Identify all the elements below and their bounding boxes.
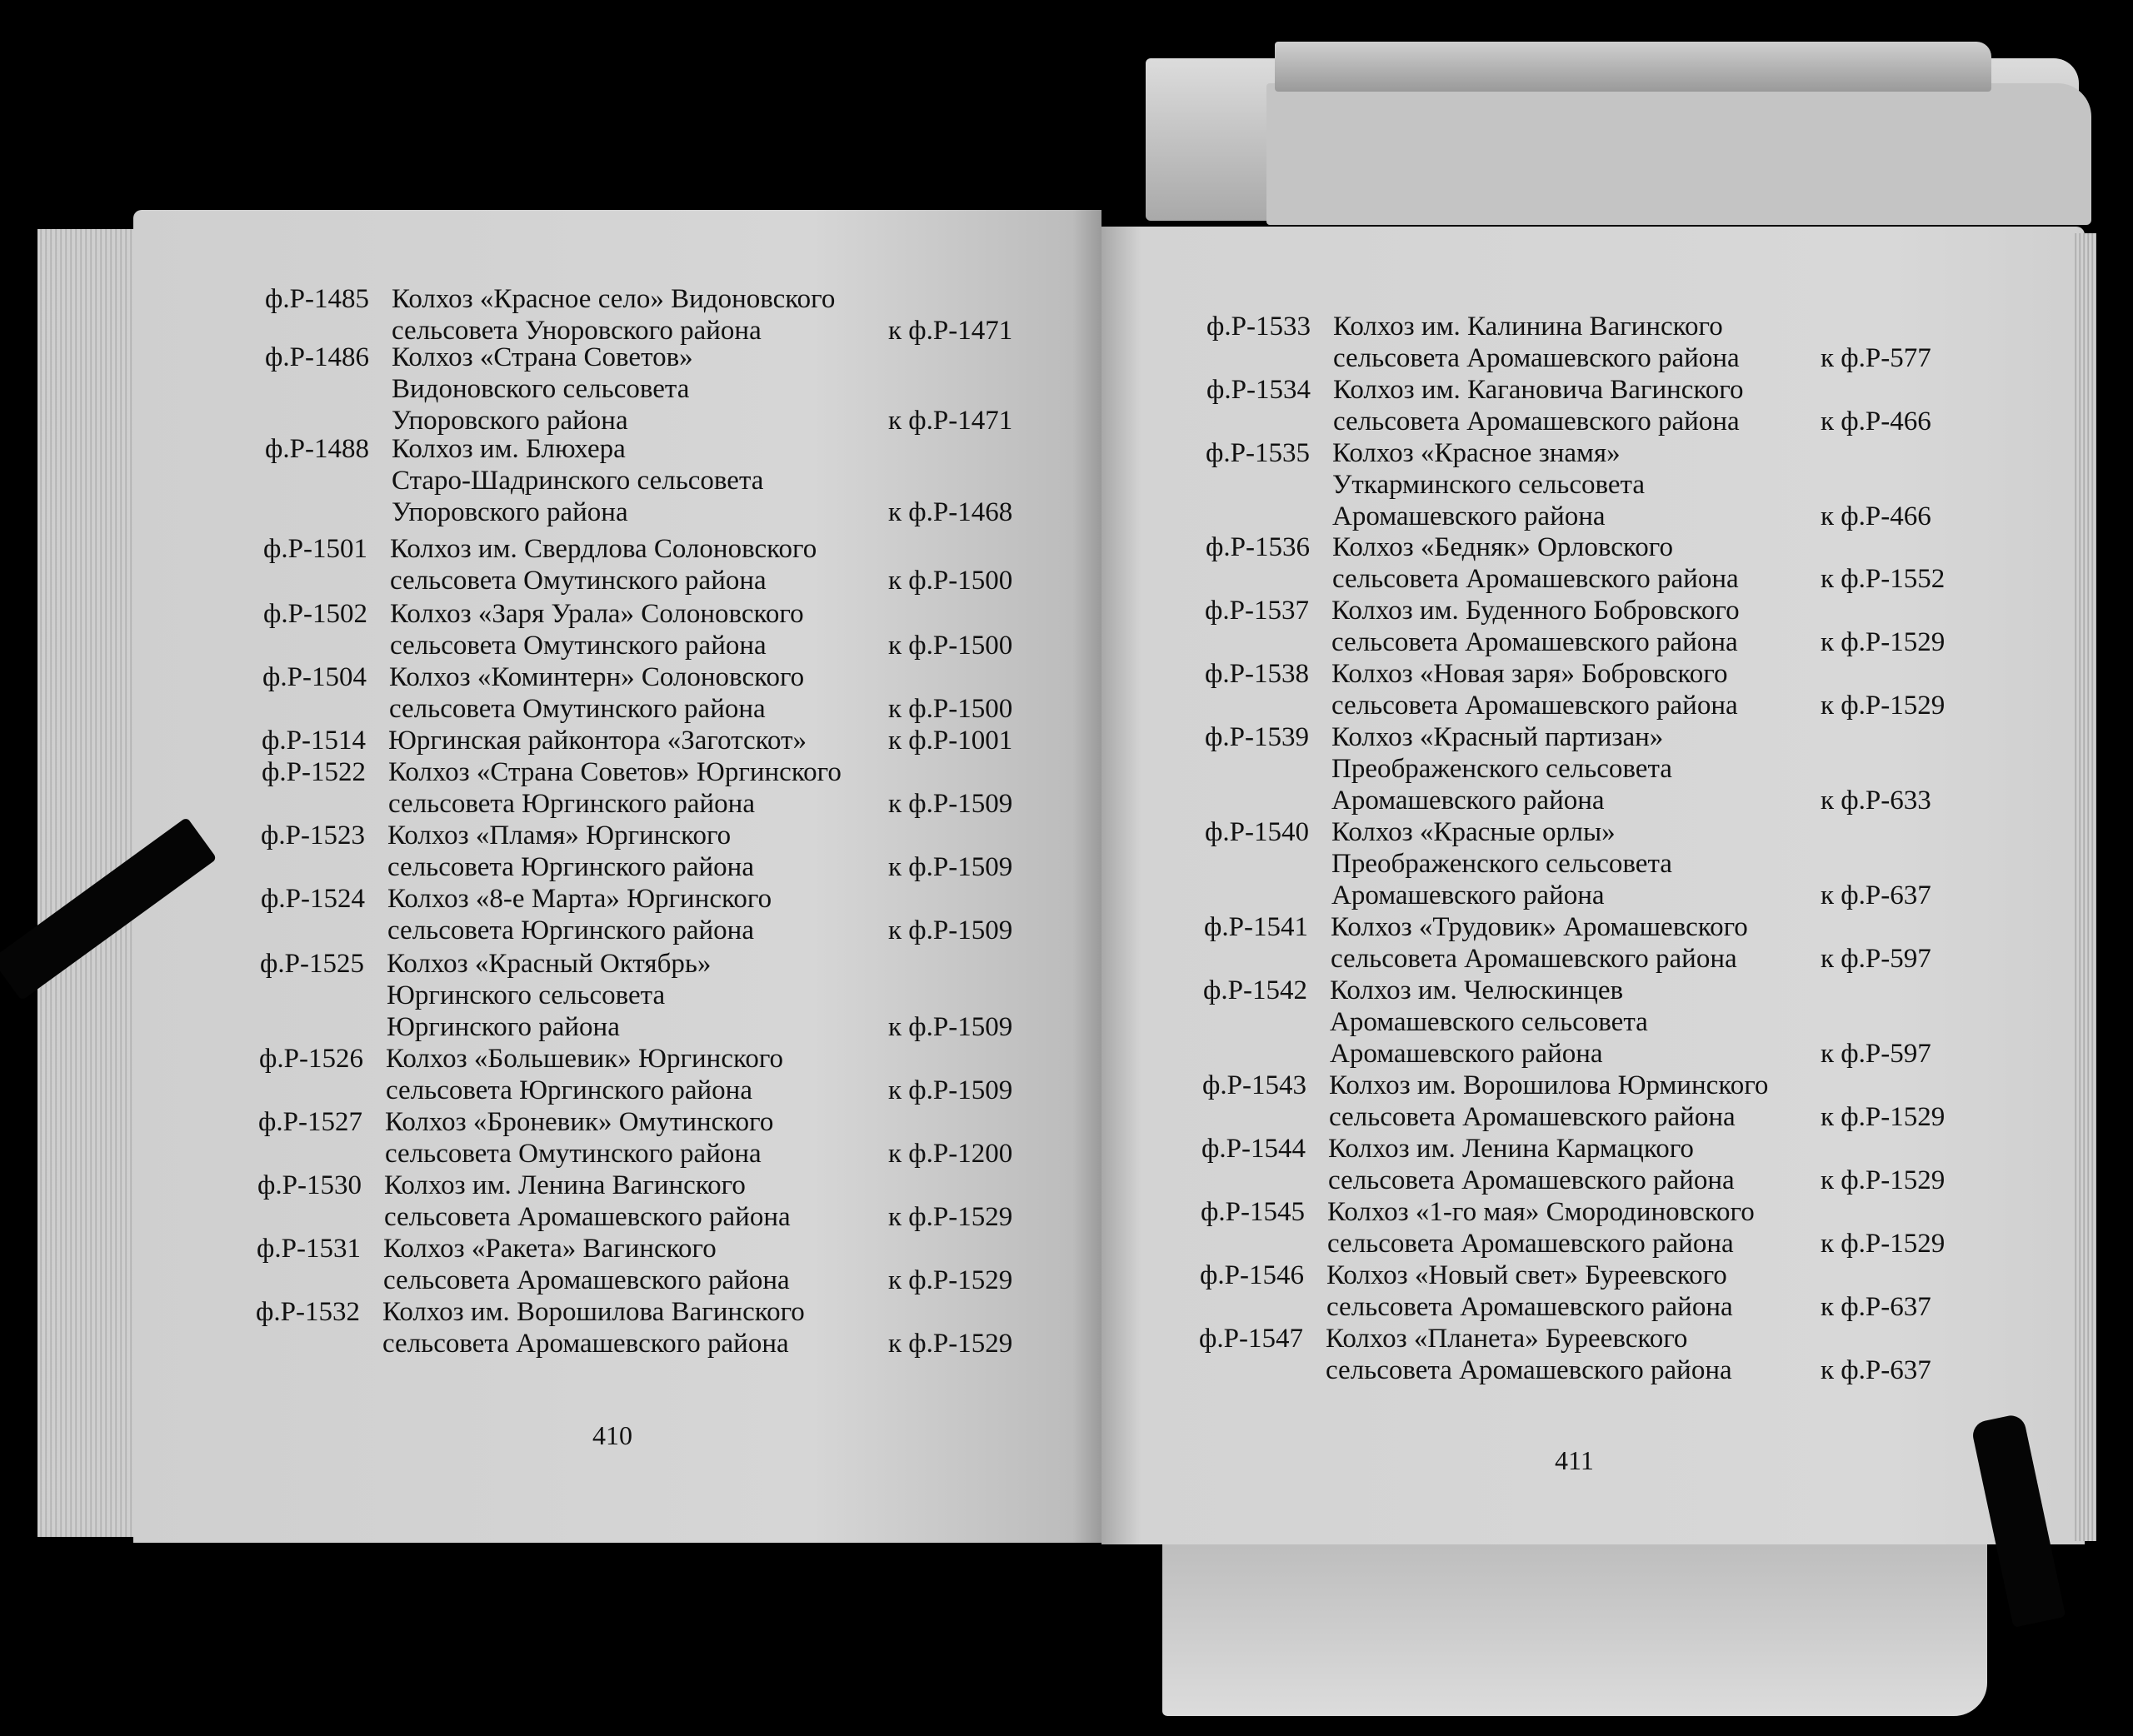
fond-description	[1328, 1133, 1735, 1196]
fond-description	[390, 598, 804, 661]
description-line: Аромашевского района	[1331, 786, 1605, 816]
fond-reference: к ф.Р-1552	[1821, 564, 1946, 594]
description-line: Колхоз им. Буденного Бобровского	[1331, 596, 1740, 626]
fond-description	[1331, 658, 1738, 721]
fond-number: ф.Р-1525	[260, 949, 364, 979]
description-line: Аромашевского сельсовета	[1330, 1007, 1648, 1037]
description-line: Колхоз им. Кагановича Вагинского	[1333, 375, 1744, 405]
fond-reference: к ф.Р-1529	[1821, 1102, 1946, 1132]
fond-description	[392, 433, 763, 528]
description-line: Преображенского сельсовета	[1331, 754, 1672, 784]
description-line: сельсовета Аромашевского района	[1331, 944, 1737, 974]
fond-description	[1330, 975, 1648, 1070]
fond-reference: к ф.Р-1001	[888, 726, 1013, 756]
fond-reference: к ф.Р-633	[1821, 786, 1931, 816]
fond-reference: к ф.Р-1471	[888, 316, 1013, 346]
fond-reference: к ф.Р-1529	[888, 1265, 1013, 1295]
fond-description	[392, 342, 693, 436]
fond-number: ф.Р-1532	[256, 1297, 360, 1327]
description-line: Колхоз «Трудовик» Аромашевского	[1331, 912, 1748, 942]
fond-number: ф.Р-1531	[257, 1234, 361, 1264]
description-line: Колхоз им. Ленина Вагинского	[384, 1170, 746, 1200]
fond-reference: к ф.Р-637	[1821, 1355, 1931, 1385]
description-line: Старо-Шадринского сельсовета	[392, 466, 764, 496]
fond-reference: к ф.Р-1529	[1821, 627, 1946, 657]
description-line: сельсовета Аромашевского района	[1326, 1292, 1733, 1322]
description-line: Колхоз «Бедняк» Орловского	[1332, 532, 1673, 562]
description-line: сельсовета Уноровского района	[392, 316, 762, 346]
description-line: сельсовета Аромашевского района	[1333, 343, 1740, 373]
fond-description	[1326, 1323, 1732, 1386]
fond-number: ф.Р-1543	[1202, 1070, 1306, 1100]
fond-reference: к ф.Р-1529	[1821, 1229, 1946, 1259]
description-line: Уткарминского сельсовета	[1332, 470, 1646, 500]
fond-number: ф.Р-1530	[257, 1170, 362, 1200]
fond-reference: к ф.Р-1509	[888, 852, 1013, 882]
description-line: Колхоз «Заря Урала» Солоновского	[390, 599, 804, 629]
fond-reference: к ф.Р-597	[1821, 944, 1931, 974]
fond-number: ф.Р-1544	[1201, 1134, 1306, 1164]
description-line: Колхоз им. Калинина Вагинского	[1333, 312, 1723, 342]
fond-number: ф.Р-1527	[258, 1107, 362, 1137]
description-line: Колхоз «Красные орлы»	[1331, 817, 1616, 847]
fond-description	[387, 820, 754, 883]
fond-description	[1326, 1260, 1733, 1323]
fond-description	[1333, 311, 1740, 374]
description-line: Колхоз «Красное знамя»	[1332, 438, 1621, 468]
fond-reference: к ф.Р-1468	[888, 497, 1013, 527]
description-line: Колхоз «Красный партизан»	[1331, 722, 1664, 752]
fond-description	[387, 883, 772, 946]
fond-number: ф.Р-1526	[259, 1044, 363, 1074]
description-line: Колхоз им. Свердлова Солоновского	[390, 534, 817, 564]
fond-number: ф.Р-1541	[1204, 912, 1308, 942]
fond-reference: к ф.Р-1529	[1821, 1165, 1946, 1195]
description-line: Колхоз «Новый свет» Буреевского	[1326, 1260, 1727, 1290]
description-line: Колхоз «1-го мая» Смородиновского	[1327, 1197, 1755, 1227]
fond-reference: к ф.Р-466	[1821, 407, 1931, 436]
description-line: Колхоз им. Ворошилова Вагинского	[382, 1297, 805, 1327]
description-line: сельсовета Омутинского района	[390, 566, 767, 596]
fond-number: ф.Р-1535	[1206, 438, 1310, 468]
fond-number: ф.Р-1501	[263, 534, 367, 564]
fond-number: ф.Р-1514	[262, 726, 366, 756]
fond-number: ф.Р-1542	[1203, 975, 1307, 1005]
description-line: сельсовета Аромашевского района	[1329, 1102, 1736, 1132]
fond-description	[383, 1233, 790, 1296]
fond-number: ф.Р-1538	[1205, 659, 1309, 689]
fond-description	[1331, 721, 1672, 816]
description-line: Колхоз «Страна Советов»	[392, 342, 693, 372]
fond-number: ф.Р-1524	[261, 884, 365, 914]
page-edges-right	[2073, 233, 2096, 1541]
description-line: сельсовета Юргинского района	[388, 789, 755, 819]
book-stack-top-upper	[1275, 42, 1991, 92]
fond-description	[388, 725, 807, 756]
fond-description	[390, 533, 817, 596]
fond-reference: к ф.Р-1500	[888, 631, 1013, 661]
description-line: Юргинского сельсовета	[387, 980, 666, 1010]
fond-reference: к ф.Р-1529	[888, 1329, 1013, 1359]
fond-number: ф.Р-1488	[265, 434, 369, 464]
fond-description	[386, 1043, 783, 1106]
description-line: сельсовета Аромашевского района	[1326, 1355, 1732, 1385]
right-page-number: 411	[1555, 1445, 1594, 1475]
fond-description	[388, 756, 842, 820]
left-page-number: 410	[592, 1420, 632, 1450]
fond-reference: к ф.Р-1529	[1821, 691, 1946, 721]
description-line: Колхоз «Пламя» Юргинского	[387, 821, 732, 851]
description-line: Упоровского района	[392, 406, 628, 436]
description-line: Колхоз «Коминтерн» Солоновского	[389, 662, 805, 692]
fond-description	[1331, 816, 1672, 911]
description-line: сельсовета Аромашевского района	[384, 1202, 791, 1232]
description-line: Колхоз «Большевик» Юргинского	[386, 1044, 784, 1074]
fond-reference: к ф.Р-1500	[888, 694, 1013, 724]
fond-reference: к ф.Р-1529	[888, 1202, 1013, 1232]
fond-number: ф.Р-1546	[1200, 1260, 1304, 1290]
fond-reference: к ф.Р-1471	[888, 406, 1013, 436]
description-line: сельсовета Аромашевского района	[1332, 564, 1739, 594]
description-line: Колхоз «Броневик» Омутинского	[385, 1107, 774, 1137]
fond-number: ф.Р-1539	[1205, 722, 1309, 752]
description-line: сельсовета Юргинского района	[386, 1075, 752, 1105]
fond-description	[382, 1296, 805, 1359]
fond-reference: к ф.Р-1200	[888, 1139, 1013, 1169]
description-line: сельсовета Аромашевского района	[1328, 1165, 1735, 1195]
fond-description	[389, 661, 804, 725]
fond-reference: к ф.Р-637	[1821, 880, 1931, 910]
fond-reference: к ф.Р-1509	[888, 1012, 1013, 1042]
description-line: Колхоз им. Ленина Кармацкого	[1328, 1134, 1694, 1164]
fond-description	[1333, 374, 1744, 437]
description-line: Аромашевского района	[1330, 1039, 1603, 1069]
description-line: Колхоз «Страна Советов» Юргинского	[388, 757, 842, 787]
fond-number: ф.Р-1504	[262, 662, 367, 692]
fond-reference: к ф.Р-637	[1821, 1292, 1931, 1322]
description-line: Преображенского сельсовета	[1331, 849, 1672, 879]
fond-description	[1331, 595, 1740, 658]
fond-description	[384, 1170, 791, 1233]
fond-number: ф.Р-1540	[1205, 817, 1309, 847]
description-line: Колхоз им. Ворошилова Юрминского	[1329, 1070, 1769, 1100]
description-line: сельсовета Аромашевского района	[383, 1265, 790, 1295]
fond-reference: к ф.Р-466	[1821, 501, 1931, 531]
fond-description	[1329, 1070, 1768, 1133]
description-line: Упоровского района	[392, 497, 628, 527]
description-line: Колхоз «Красный Октябрь»	[387, 949, 712, 979]
description-line: сельсовета Аромашевского района	[1331, 691, 1738, 721]
fond-number: ф.Р-1537	[1205, 596, 1309, 626]
description-line: Колхоз «Новая заря» Бобровского	[1331, 659, 1728, 689]
description-line: сельсовета Юргинского района	[387, 852, 754, 882]
fond-reference: к ф.Р-1509	[888, 789, 1013, 819]
fond-number: ф.Р-1545	[1201, 1197, 1305, 1227]
description-line: Видоновского сельсовета	[392, 374, 690, 404]
book-stack-bottom	[1162, 1541, 1987, 1716]
description-line: сельсовета Омутинского района	[385, 1139, 762, 1169]
fond-number: ф.Р-1486	[265, 342, 369, 372]
description-line: Юргинского района	[387, 1012, 620, 1042]
fond-description	[1332, 437, 1645, 532]
description-line: Колхоз «8-е Марта» Юргинского	[387, 884, 772, 914]
description-line: Аромашевского района	[1332, 501, 1606, 531]
description-line: сельсовета Аромашевского района	[382, 1329, 789, 1359]
fond-reference: к ф.Р-1509	[888, 1075, 1013, 1105]
description-line: Аромашевского района	[1331, 880, 1605, 910]
fond-reference: к ф.Р-1500	[888, 566, 1013, 596]
fond-number: ф.Р-1522	[262, 757, 366, 787]
book-stack-top-middle	[1266, 83, 2091, 225]
fond-number: ф.Р-1536	[1206, 532, 1310, 562]
fond-number: ф.Р-1523	[261, 821, 365, 851]
fond-description	[392, 283, 835, 347]
fond-number: ф.Р-1502	[263, 599, 367, 629]
description-line: Колхоз «Красное село» Видоновского	[392, 284, 836, 314]
fond-number: ф.Р-1533	[1206, 312, 1311, 342]
fond-description	[387, 948, 711, 1043]
description-line: сельсовета Аромашевского района	[1327, 1229, 1734, 1259]
fond-reference: к ф.Р-577	[1821, 343, 1931, 373]
fond-reference: к ф.Р-1509	[888, 915, 1013, 945]
fond-description	[1331, 911, 1748, 975]
description-line: Колхоз им. Блюхера	[392, 434, 626, 464]
description-line: сельсовета Аромашевского района	[1331, 627, 1738, 657]
description-line: Колхоз «Ракета» Вагинского	[383, 1234, 717, 1264]
fond-description	[385, 1106, 773, 1170]
fond-description	[1327, 1196, 1755, 1260]
fond-number: ф.Р-1534	[1206, 375, 1311, 405]
fond-number: ф.Р-1485	[265, 284, 369, 314]
description-line: сельсовета Омутинского района	[390, 631, 767, 661]
fond-description	[1332, 531, 1739, 595]
description-line: Колхоз «Планета» Буреевского	[1326, 1324, 1688, 1354]
description-line: сельсовета Аромашевского района	[1333, 407, 1740, 436]
description-line: Колхоз им. Челюскинцев	[1330, 975, 1624, 1005]
description-line: сельсовета Омутинского района	[389, 694, 766, 724]
description-line: сельсовета Юргинского района	[387, 915, 754, 945]
fond-number: ф.Р-1547	[1199, 1324, 1303, 1354]
description-line: Юргинская райконтора «Заготскот»	[388, 726, 807, 756]
fond-reference: к ф.Р-597	[1821, 1039, 1931, 1069]
